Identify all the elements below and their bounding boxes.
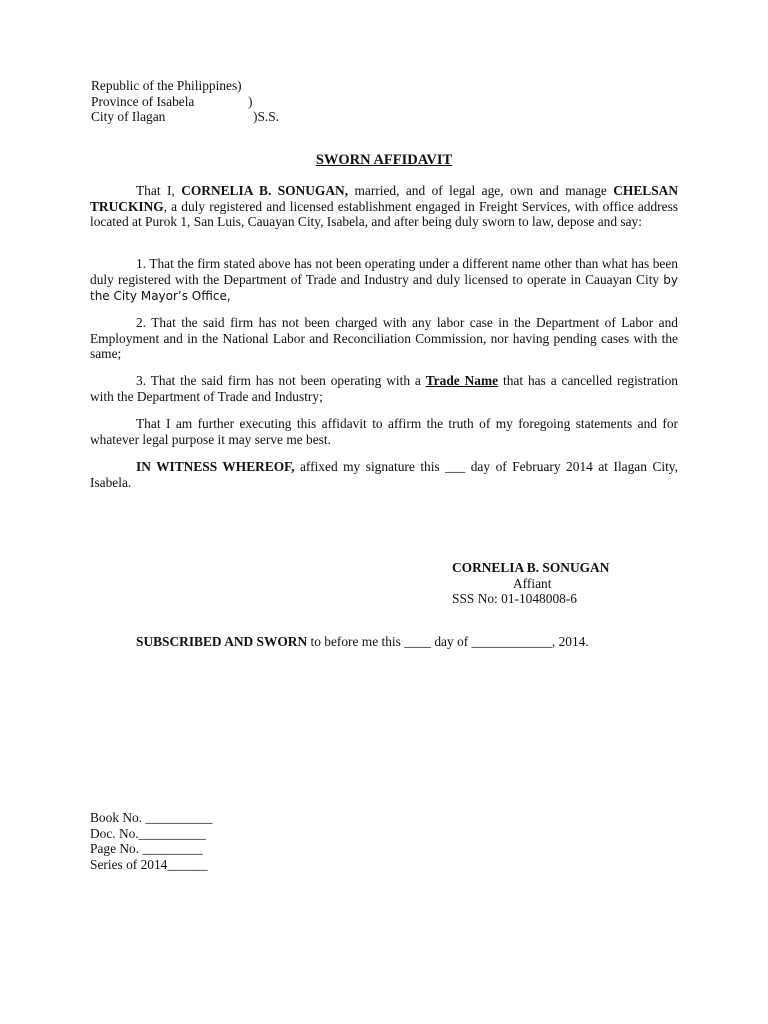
jurat-line: SUBSCRIBED AND SWORN to before me this ____ day of ____________, 2014. [136, 634, 589, 649]
item-2-paragraph: 2. That the said firm has not been charged with any labor case in the Department of Labor and Employment and in the National Labor and Reconciliation Commission, nor having pending cases with the same; [90, 315, 678, 361]
venue-block [91, 78, 391, 125]
venue-line-province: Province of Isabela ) [91, 93, 253, 109]
page-number: Page No. _________ [90, 841, 203, 856]
signatory-name: CORNELIA B. SONUGAN [452, 560, 610, 575]
item-1-paragraph: 1. That the firm stated above has not been operating under a different name other than what has been duly registered with the Department of Trade and Industry and duly licensed to operate in Cauayan City by the City Mayor’s Office, [90, 256, 678, 303]
document-title: SWORN AFFIDAVIT [315, 152, 453, 168]
intro-paragraph: That I, CORNELIA B. SONUGAN, married, and of legal age, own and manage CHELSAN TRUCKING, a duly registered and licensed establishment engaged in Freight Services, with office address located at Purok 1, San Luis, Cauayan City, Isabela, and after being duly sworn to law, depose and say: [90, 183, 678, 229]
venue-mark: )S.S. [253, 109, 280, 124]
further-paragraph: That I am further executing this affidavit to affirm the truth of my foregoing statements and for whatever legal purpose it may serve me best. [90, 416, 678, 447]
witness-paragraph: IN WITNESS WHEREOF, affixed my signature this ___ day of February 2014 at Ilagan City, Isabela. [90, 459, 678, 490]
series-year: Series of 2014______ [90, 856, 208, 872]
venue-mark: ) [248, 93, 253, 109]
venue-line-city: City of Ilagan )S.S. [91, 109, 280, 124]
signatory-role: Affiant [513, 575, 552, 591]
book-number: Book No. __________ [90, 810, 213, 825]
affiant-name: CORNELIA B. SONUGAN, [181, 183, 349, 198]
doc-number: Doc. No.__________ [90, 825, 206, 841]
business-name: CHELSAN TRUCKING [90, 183, 678, 214]
signature-block [452, 560, 692, 607]
sss-number: SSS No: 01-1048008-6 [452, 591, 577, 606]
item-3-paragraph: 3. That the said firm has not been operating with a Trade Name that has a cancelled registration with the Department of Trade and Industry; [90, 373, 678, 404]
venue-line-republic: Republic of the Philippines) [91, 78, 242, 93]
trade-name-term: Trade Name [425, 373, 499, 388]
notarial-register [90, 810, 212, 872]
